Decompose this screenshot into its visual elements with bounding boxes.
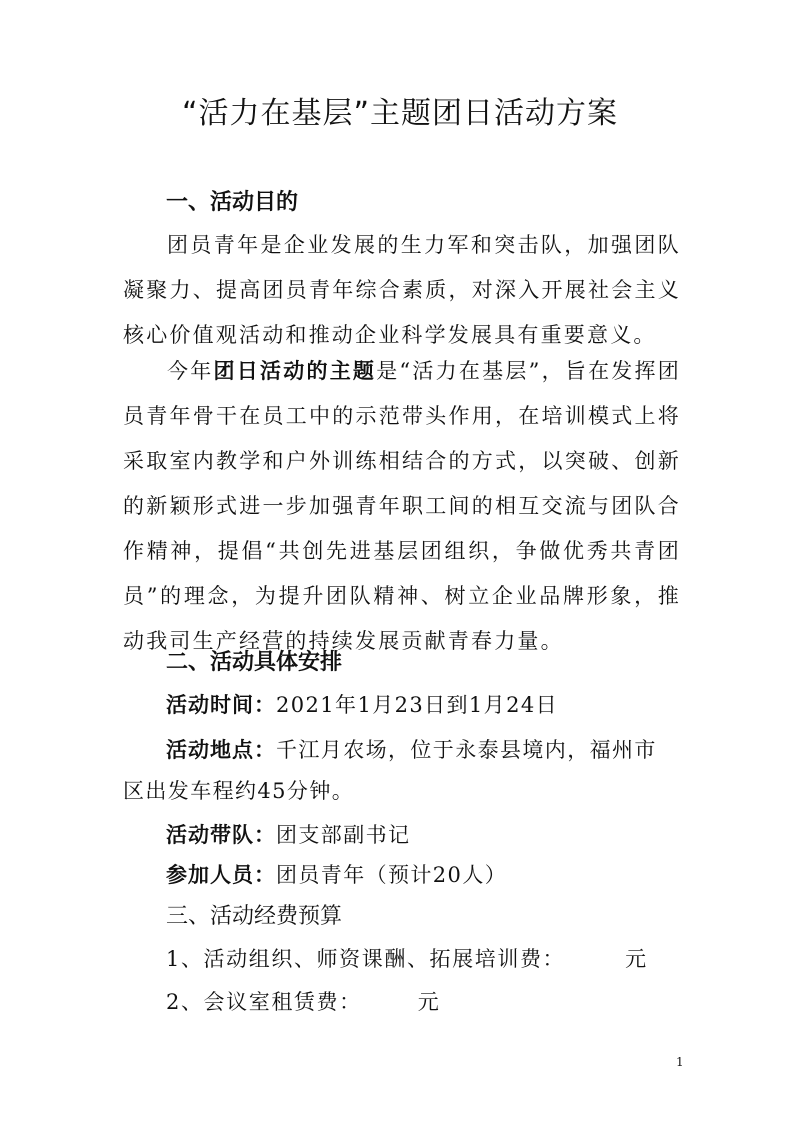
purpose-paragraph-1: 团员青年是企业发展的生力军和突击队，加强团队凝聚力、提高团员青年综合素质，对深入开展社会主义核心价值观活动和推动企业科学发展具有重要意义。 bbox=[123, 233, 681, 347]
purpose-paragraph-2 bbox=[123, 349, 681, 664]
fee-item-1 bbox=[166, 944, 648, 974]
page-number: 1 bbox=[676, 1055, 684, 1069]
section-heading-purpose: 一、活动目的 bbox=[166, 190, 299, 215]
activity-time-value: 2021年1月23日到1月24日 bbox=[276, 693, 559, 717]
activity-leader-line bbox=[166, 820, 410, 850]
activity-leader-label: 活动带队： bbox=[166, 823, 276, 847]
fee-item-1-label: 1、活动组织、师资课酬、拓展培训费： bbox=[166, 947, 566, 971]
activity-place-label: 活动地点： bbox=[166, 738, 276, 762]
purpose-paragraph-2-body: 是“活力在基层”，旨在发挥团员青年骨干在员工中的示范带头作用，在培训模式上将采取室内教学和户外训练相结合的方式，以突破、创新的新颖形式进一步加强青年职工间的相互交流与团队合作精神，提倡“共创先进基层团组织，争做优秀共青团员”的理念，为提升团队精神、树立企业品牌形象，推动我司生产经营的持续发展贡献青春力量。 bbox=[123, 359, 681, 653]
participants-value: 团员青年（预计20人） bbox=[276, 863, 508, 887]
section-heading-budget: 三、活动经费预算 bbox=[166, 904, 343, 929]
activity-time-label: 活动时间： bbox=[166, 693, 276, 717]
activity-leader-value: 团支部副书记 bbox=[276, 823, 411, 847]
activity-place-value: 千江月农场，位于永泰县境内，福州市 bbox=[276, 738, 657, 762]
section-heading-schedule: 二、活动具体安排 bbox=[166, 650, 343, 675]
activity-place-line-2: 区出发车程约45分钟。 bbox=[123, 779, 355, 803]
fee-item-2-unit: 元 bbox=[417, 990, 441, 1014]
participants-line bbox=[166, 860, 507, 890]
activity-place-line bbox=[166, 735, 657, 765]
fee-item-2-label: 2、会议室租赁费： bbox=[166, 990, 362, 1014]
fee-item-2 bbox=[166, 987, 440, 1017]
theme-emphasis: 团日活动的主题 bbox=[213, 359, 377, 383]
activity-time-line bbox=[166, 690, 558, 720]
fee-item-1-unit: 元 bbox=[625, 947, 648, 971]
participants-label: 参加人员： bbox=[166, 863, 276, 887]
document-title: “活力在基层”主题团日活动方案 bbox=[181, 96, 619, 131]
purpose-paragraph-2-lead: 今年 bbox=[167, 359, 214, 383]
